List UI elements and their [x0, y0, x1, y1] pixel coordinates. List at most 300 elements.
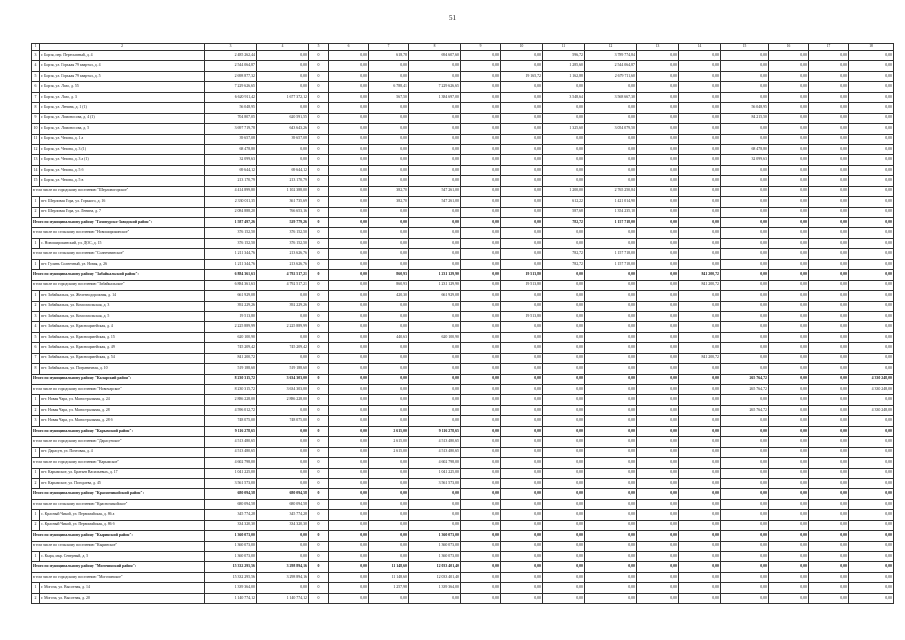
address-cell: пгт. Забайкальск, ул. Красноармейская, д. 54	[40, 353, 205, 363]
value-cell: 0,00	[585, 426, 637, 436]
value-cell: 0,00	[769, 332, 809, 342]
value-cell: 0,00	[329, 218, 369, 228]
value-cell: 0,00	[257, 311, 309, 321]
value-cell: 0,00	[257, 552, 309, 562]
value-cell: 0,00	[769, 144, 809, 154]
value-cell: 265 764,72	[721, 405, 769, 415]
value-cell: 3 697 719,78	[205, 124, 257, 134]
row-number: 2	[32, 478, 40, 488]
value-cell: 0,00	[329, 238, 369, 248]
value-cell: 0,00	[679, 583, 721, 593]
value-cell: 2 225 889,99	[257, 322, 309, 332]
value-cell: 0,00	[257, 458, 309, 468]
value-cell: 0,00	[369, 207, 409, 217]
value-cell: 0,00	[257, 155, 309, 165]
value-cell: 0,00	[679, 385, 721, 395]
value-cell: 2 698 877,32	[205, 71, 257, 81]
value-cell: 0,00	[257, 353, 309, 363]
value-cell: 0,00	[849, 583, 894, 593]
value-cell: 0,00	[637, 51, 679, 61]
value-cell: 0,00	[543, 395, 585, 405]
value-cell: 0,00	[543, 291, 585, 301]
value-cell: 0,00	[637, 583, 679, 593]
value-cell: 0,00	[585, 583, 637, 593]
value-cell: 0,00	[543, 144, 585, 154]
value-cell: 0,00	[543, 510, 585, 520]
value-cell: 0,00	[543, 301, 585, 311]
value-cell: 0,00	[501, 531, 543, 541]
table-row	[32, 113, 894, 123]
value-cell: 0,00	[543, 155, 585, 165]
value-cell: 0	[309, 259, 329, 269]
value-cell: 0,00	[329, 249, 369, 259]
value-cell: 0,00	[809, 572, 849, 582]
value-cell: 841 200,72	[679, 280, 721, 290]
value-cell: 0,00	[329, 437, 369, 447]
value-cell: 0,00	[329, 186, 369, 196]
column-index-cell: 15	[721, 44, 769, 51]
value-cell: 0,00	[461, 238, 501, 248]
value-cell: 0,00	[585, 155, 637, 165]
value-cell: 0,00	[257, 437, 309, 447]
value-cell: 0,00	[769, 478, 809, 488]
value-cell: 0,00	[409, 520, 461, 530]
value-cell: 0,00	[769, 82, 809, 92]
value-cell: 0,00	[849, 332, 894, 342]
value-cell: 0,00	[501, 520, 543, 530]
value-cell: 0,00	[461, 593, 501, 603]
value-cell: 0,00	[637, 343, 679, 353]
value-cell: 0,00	[257, 103, 309, 113]
value-cell: 0,00	[461, 71, 501, 81]
value-cell: 0,00	[461, 103, 501, 113]
value-cell: 0,00	[637, 572, 679, 582]
value-cell: 0,00	[849, 82, 894, 92]
value-cell: 0,00	[329, 395, 369, 405]
value-cell: 0,00	[585, 144, 637, 154]
value-cell: 567,50	[369, 92, 409, 102]
value-cell: 0,00	[329, 144, 369, 154]
value-cell: 0,00	[329, 301, 369, 311]
value-cell: 0,00	[809, 552, 849, 562]
value-cell: 3 298 894,16	[257, 562, 309, 572]
value-cell: 0,00	[849, 416, 894, 426]
value-cell: 382,70	[369, 197, 409, 207]
value-cell: 0,00	[461, 405, 501, 415]
address-cell: пгт. Гулинь Солнечный, ул. Новая, д. 26	[40, 259, 205, 269]
value-cell: 0,00	[637, 437, 679, 447]
value-cell: 0,00	[543, 458, 585, 468]
value-cell: 0,00	[637, 499, 679, 509]
value-cell: 0,00	[501, 249, 543, 259]
value-cell: 0,00	[409, 165, 461, 175]
value-cell: 0,00	[809, 207, 849, 217]
value-cell: 0,00	[679, 197, 721, 207]
value-cell: 0,00	[501, 82, 543, 92]
value-cell: 0,00	[849, 113, 894, 123]
value-cell: 0,00	[461, 82, 501, 92]
value-cell: 0,00	[585, 510, 637, 520]
value-cell: 1 421 014,90	[585, 197, 637, 207]
value-cell: 0	[309, 301, 329, 311]
value-cell: 0,00	[849, 270, 894, 280]
value-cell: 0,00	[461, 113, 501, 123]
value-cell: 0,00	[257, 82, 309, 92]
value-cell: 84 215,50	[721, 113, 769, 123]
value-cell: 213 626,76	[257, 259, 309, 269]
value-cell: 0,00	[721, 468, 769, 478]
value-cell: 0,00	[637, 176, 679, 186]
value-cell: 0,00	[369, 228, 409, 238]
value-cell: 587,68	[543, 207, 585, 217]
value-cell: 0	[309, 343, 329, 353]
table-row	[32, 510, 894, 520]
value-cell: 0,00	[679, 552, 721, 562]
value-cell: 0,00	[721, 207, 769, 217]
value-cell: 0,00	[329, 499, 369, 509]
value-cell: 0,00	[501, 426, 543, 436]
value-cell: 0,00	[585, 291, 637, 301]
value-cell: 0	[309, 228, 329, 238]
address-cell: пгт. Забайкальск, ул. Красноармейская, д. 15	[40, 332, 205, 342]
value-cell: 0,00	[543, 385, 585, 395]
value-cell: 0,00	[679, 572, 721, 582]
value-cell: 0,00	[329, 92, 369, 102]
value-cell: 0,00	[369, 144, 409, 154]
address-cell: г. Борзя, ул. Горькая 79 квартал, д. 5	[40, 71, 205, 81]
value-cell: 0,00	[721, 280, 769, 290]
value-cell: 841 200,72	[679, 270, 721, 280]
row-number: 1	[32, 468, 40, 478]
value-cell: 643 643,26	[257, 124, 309, 134]
value-cell: 0,00	[543, 593, 585, 603]
value-cell: 0,00	[501, 489, 543, 499]
value-cell: 0,00	[329, 322, 369, 332]
value-cell: 0,00	[809, 228, 849, 238]
value-cell: 529 779,26	[257, 218, 309, 228]
value-cell: 0,00	[543, 322, 585, 332]
value-cell: 1 360 073,00	[409, 531, 461, 541]
address-cell: пгт. Забайкальск, ул. Железнодорожная, д. 14	[40, 291, 205, 301]
value-cell: 0,00	[637, 113, 679, 123]
value-cell: 0,00	[501, 51, 543, 61]
value-cell: 0	[309, 426, 329, 436]
address-cell: г. Могоча, ул. Высотная, д. 20	[40, 593, 205, 603]
total-row	[32, 489, 894, 499]
subtotal-row	[32, 458, 894, 468]
value-cell: 0,00	[769, 374, 809, 384]
value-cell: 2 765 250,84	[585, 186, 637, 196]
value-cell: 0,00	[637, 197, 679, 207]
value-cell: 0,00	[637, 447, 679, 457]
row-number: 7	[32, 92, 40, 102]
table-row	[32, 447, 894, 457]
value-cell: 0,00	[409, 155, 461, 165]
value-cell: 0,00	[849, 238, 894, 248]
value-cell: 0,00	[679, 291, 721, 301]
value-cell: 0,00	[849, 176, 894, 186]
value-cell: 0,00	[809, 61, 849, 71]
value-cell: 0,00	[461, 395, 501, 405]
value-cell: 0,00	[461, 165, 501, 175]
value-cell: 0,00	[849, 165, 894, 175]
value-cell: 0,00	[721, 228, 769, 238]
value-cell: 0,00	[501, 103, 543, 113]
value-cell: 0,00	[769, 364, 809, 374]
value-cell: 0,00	[543, 353, 585, 363]
value-cell: 4 330 248,00	[849, 385, 894, 395]
value-cell: 0,00	[543, 478, 585, 488]
value-cell: 2 679 711,60	[585, 71, 637, 81]
value-cell: 0,00	[637, 92, 679, 102]
value-cell: 0,00	[543, 113, 585, 123]
value-cell: 0,00	[409, 416, 461, 426]
value-cell: 0	[309, 71, 329, 81]
value-cell: 0,00	[543, 332, 585, 342]
value-cell: 0,00	[585, 134, 637, 144]
table-row	[32, 311, 894, 321]
value-cell: 0,00	[679, 437, 721, 447]
address-cell: пгт. Забайкальск, ул. Пограничная, д. 10	[40, 364, 205, 374]
address-cell: с. Красный Чикой, ул. Первомайская, д. 86 б	[40, 520, 205, 530]
value-cell: 0,00	[809, 332, 849, 342]
value-cell: 0,00	[543, 437, 585, 447]
value-cell: 0,00	[461, 458, 501, 468]
value-cell: 0	[309, 364, 329, 374]
value-cell: 0,00	[679, 238, 721, 248]
value-cell: 0,00	[543, 270, 585, 280]
value-cell: 0,00	[585, 343, 637, 353]
value-cell: 0,00	[679, 249, 721, 259]
value-cell: 0	[309, 82, 329, 92]
value-cell: 0	[309, 499, 329, 509]
column-index-cell: 4	[257, 44, 309, 51]
value-cell: 0,00	[501, 134, 543, 144]
value-cell: 0,00	[679, 51, 721, 61]
value-cell: 0,00	[329, 228, 369, 238]
value-cell: 0,00	[585, 332, 637, 342]
value-cell: 2 544 064,87	[205, 61, 257, 71]
value-cell: 0,00	[543, 364, 585, 374]
value-cell: 0,00	[543, 343, 585, 353]
value-cell: 0,00	[769, 259, 809, 269]
value-cell: 2 886 228,00	[205, 395, 257, 405]
value-cell: 0,00	[679, 447, 721, 457]
group-label: в том числе по сельскому поселению "Красночикойское"	[32, 499, 205, 509]
value-cell: 345 774,28	[257, 510, 309, 520]
value-cell: 0,00	[543, 103, 585, 113]
value-cell: 0,00	[585, 176, 637, 186]
value-cell: 0,00	[721, 249, 769, 259]
value-cell: 0,00	[409, 385, 461, 395]
value-cell: 7 229 626,65	[409, 82, 461, 92]
value-cell: 0,00	[461, 301, 501, 311]
value-cell: 0,00	[769, 311, 809, 321]
value-cell: 0,00	[409, 71, 461, 81]
value-cell: 4 792 517,21	[257, 270, 309, 280]
value-cell: 0,00	[409, 144, 461, 154]
value-cell: 0,00	[461, 510, 501, 520]
value-cell: 0,00	[849, 552, 894, 562]
value-cell: 0,00	[809, 186, 849, 196]
value-cell: 0,00	[769, 353, 809, 363]
value-cell: 0,00	[769, 280, 809, 290]
value-cell: 0,00	[585, 405, 637, 415]
value-cell: 0,00	[461, 343, 501, 353]
value-cell: 0,00	[679, 593, 721, 603]
value-cell: 0,00	[809, 395, 849, 405]
value-cell: 0,00	[769, 531, 809, 541]
subtotal-row	[32, 541, 894, 551]
value-cell: 0,00	[637, 489, 679, 499]
value-cell: 0,00	[409, 353, 461, 363]
group-label: в том числе по сельскому поселению "Новоширокинское"	[32, 228, 205, 238]
value-cell: 0,00	[501, 583, 543, 593]
value-cell: 0,00	[679, 144, 721, 154]
value-cell: 0	[309, 572, 329, 582]
value-cell: 0,00	[679, 343, 721, 353]
value-cell: 0	[309, 134, 329, 144]
value-cell: 376 152,50	[257, 238, 309, 248]
value-cell: 0,00	[679, 134, 721, 144]
value-cell: 0	[309, 144, 329, 154]
value-cell: 0	[309, 447, 329, 457]
value-cell: 0,00	[329, 61, 369, 71]
value-cell: 0,00	[329, 311, 369, 321]
value-cell: 0,00	[769, 301, 809, 311]
value-cell: 0,00	[329, 82, 369, 92]
group-label: Итого по муниципальному району "Каларский район":	[32, 374, 205, 384]
value-cell: 0,00	[679, 186, 721, 196]
table-row	[32, 332, 894, 342]
table-row	[32, 238, 894, 248]
value-cell: 0,00	[543, 468, 585, 478]
value-cell: 0,00	[329, 405, 369, 415]
table-row	[32, 61, 894, 71]
value-cell: 0,00	[721, 124, 769, 134]
value-cell: 0,00	[461, 562, 501, 572]
value-cell: 0,00	[809, 280, 849, 290]
value-cell: 0,00	[637, 134, 679, 144]
value-cell: 0,00	[769, 447, 809, 457]
value-cell: 0,00	[257, 426, 309, 436]
value-cell: 0,00	[329, 103, 369, 113]
group-label: в том числе по городскому поселению "Карымское"	[32, 458, 205, 468]
row-number: 2	[32, 520, 40, 530]
value-cell: 0,00	[461, 280, 501, 290]
value-cell: 9 116 278,65	[409, 426, 461, 436]
value-cell: 0,00	[543, 520, 585, 530]
value-cell: 0,00	[329, 176, 369, 186]
value-cell: 0	[309, 593, 329, 603]
value-cell: 4 513 480,65	[409, 437, 461, 447]
value-cell: 0,00	[461, 385, 501, 395]
value-cell: 0,00	[637, 416, 679, 426]
value-cell: 376 152,50	[257, 228, 309, 238]
value-cell: 0,00	[369, 468, 409, 478]
value-cell: 0,00	[637, 311, 679, 321]
value-cell: 0,00	[585, 478, 637, 488]
value-cell: 0,00	[637, 374, 679, 384]
value-cell: 0	[309, 249, 329, 259]
value-cell: 0,00	[637, 124, 679, 134]
value-cell: 0	[309, 51, 329, 61]
value-cell: 0,00	[679, 499, 721, 509]
value-cell: 0,00	[721, 71, 769, 81]
value-cell: 11 148,60	[369, 562, 409, 572]
value-cell: 0,00	[585, 562, 637, 572]
value-cell: 0,00	[585, 270, 637, 280]
value-cell: 0,00	[849, 520, 894, 530]
value-cell: 7 229 626,65	[205, 82, 257, 92]
value-cell: 6 788,41	[369, 82, 409, 92]
address-cell: пгт. Карымское, ул. Погодаева, д. 45	[40, 478, 205, 488]
column-index-cell: 2	[40, 44, 205, 51]
value-cell: 0,00	[543, 552, 585, 562]
value-cell: 0,00	[409, 176, 461, 186]
row-number: 1	[32, 552, 40, 562]
value-cell: 0,00	[809, 218, 849, 228]
value-cell: 0,00	[769, 343, 809, 353]
value-cell: 0,00	[679, 541, 721, 551]
value-cell: 0,00	[809, 437, 849, 447]
value-cell: 0,00	[679, 510, 721, 520]
group-label: в том числе по городскому поселению "Забайкальское"	[32, 280, 205, 290]
value-cell: 1 285,60	[543, 61, 585, 71]
value-cell: 213 170,79	[257, 176, 309, 186]
value-cell: 1 360 073,00	[205, 531, 257, 541]
value-cell: 0,00	[637, 332, 679, 342]
value-cell: 0,00	[721, 82, 769, 92]
table-row	[32, 364, 894, 374]
total-row	[32, 562, 894, 572]
address-cell: г. Борзя, пер. Пересыпный, д. 4	[40, 51, 205, 61]
value-cell: 0,00	[637, 280, 679, 290]
value-cell: 0,00	[849, 186, 894, 196]
value-cell: 0,00	[461, 364, 501, 374]
value-cell: 0,00	[585, 385, 637, 395]
table-row	[32, 395, 894, 405]
value-cell: 0,00	[849, 447, 894, 457]
value-cell: 0,00	[721, 322, 769, 332]
value-cell: 0	[309, 207, 329, 217]
value-cell: 19 513,80	[501, 311, 543, 321]
value-cell: 0,00	[543, 165, 585, 175]
value-cell: 0,00	[809, 238, 849, 248]
value-cell: 0,00	[501, 207, 543, 217]
value-cell: 841 200,72	[205, 353, 257, 363]
value-cell: 0,00	[461, 207, 501, 217]
value-cell: 0,00	[461, 92, 501, 102]
value-cell: 1 360 073,00	[205, 541, 257, 551]
value-cell: 0,00	[543, 426, 585, 436]
value-cell: 0	[309, 113, 329, 123]
value-cell: 0,00	[637, 562, 679, 572]
value-cell: 0,00	[369, 134, 409, 144]
value-cell: 0,00	[679, 478, 721, 488]
value-cell: 0,00	[679, 562, 721, 572]
value-cell: 265 764,72	[721, 374, 769, 384]
address-cell: с. Красный Чикой, ул. Первомайская, д. 86 а	[40, 510, 205, 520]
value-cell: 0,00	[369, 238, 409, 248]
value-cell: 680 094,58	[205, 499, 257, 509]
value-cell: 0	[309, 218, 329, 228]
value-cell: 1 257,98	[369, 583, 409, 593]
value-cell: 0,00	[637, 228, 679, 238]
value-cell: 0,00	[679, 489, 721, 499]
value-cell: 0,00	[809, 593, 849, 603]
value-cell: 0,00	[849, 249, 894, 259]
